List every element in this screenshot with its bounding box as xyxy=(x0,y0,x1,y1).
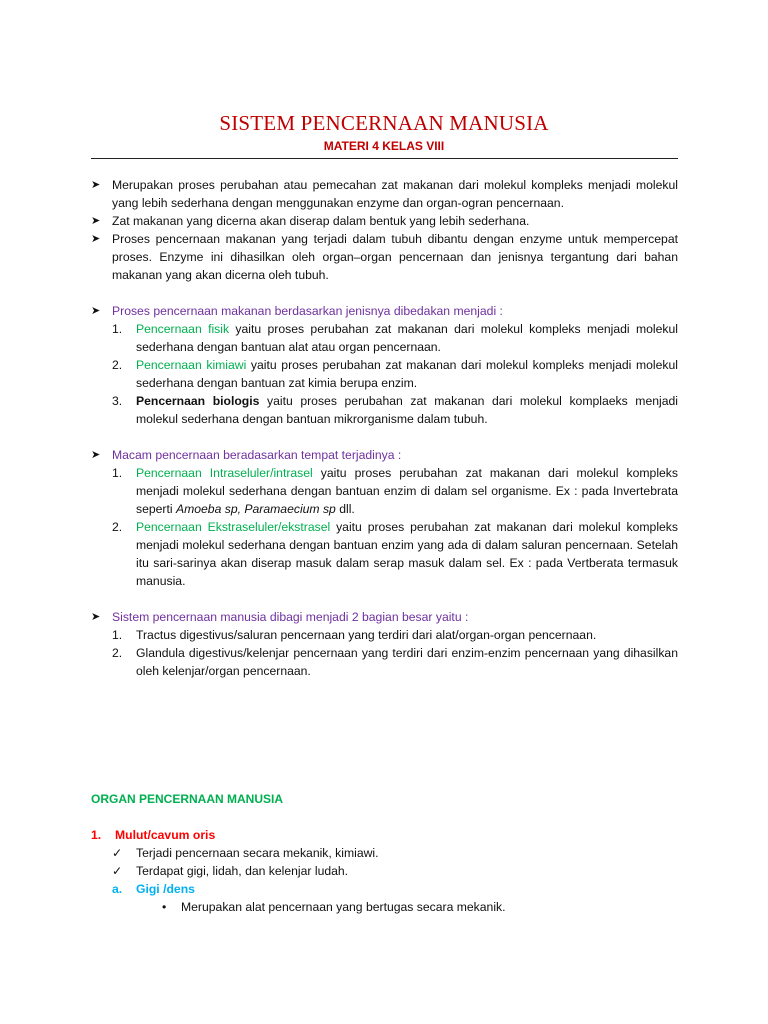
arrow-bullet-icon: ➤ xyxy=(91,215,101,227)
list-item xyxy=(112,392,678,428)
checkmark-icon: ✓ xyxy=(112,864,123,878)
item-text: yaitu proses perubahan zat makanan dari molekul kompleks menjadi molekul sederhana dengan bantuan zat kimia berupa enzim. xyxy=(136,358,678,390)
item-number: 2. xyxy=(112,646,123,660)
item-text: Glandula digestivus/kelenjar pencernaan yang terdiri dari enzim-enzim pencernaan yang dihasilkan oleh kelenjar/organ pencernaan. xyxy=(136,646,678,678)
item-text: yaitu proses perubahan zat makanan dari molekul kompleks menjadi molekul sederhana dengan bantuan enzim yang ada di dalam saluran pencernaan. Setelah itu sari-sarinya akan diserap masuk dalam serap masuk dalam sel. Ex : pada Vertberata termasuk manusia. xyxy=(136,520,678,588)
term: Pencernaan fisik xyxy=(136,322,230,336)
item-text: yaitu proses perubahan zat makanan dari molekul kompleks menjadi molekul sederhana dengan bantuan alat atau organ pencernaan. xyxy=(136,322,678,354)
example-italic: Amoeba sp, Paramaecium sp xyxy=(175,502,336,516)
item-text: yaitu proses perubahan zat makanan dari molekul kompleks menjadi molekul sederhana dengan bantuan enzim di dalam sel organisme. Ex : pada Invertebrata seperti xyxy=(136,466,678,516)
item-number: 1. xyxy=(112,628,123,642)
page-subtitle: MATERI 4 KELAS VIII xyxy=(323,139,445,153)
section-heading-text: Macam pencernaan beradasarkan tempat terjadinya : xyxy=(112,448,402,462)
section-heading-text: Proses pencernaan makanan berdasarkan jenisnya dibedakan menjadi : xyxy=(112,304,503,318)
arrow-bullet-icon: ➤ xyxy=(91,611,101,623)
section-heading xyxy=(91,608,678,626)
item-text: Tractus digestivus/saluran pencernaan yang terdiri dari alat/organ-organ pencernaan. xyxy=(136,628,597,642)
item-tail: dll. xyxy=(335,502,355,516)
list-item xyxy=(112,464,678,518)
list-item xyxy=(112,356,678,392)
item-number: 1. xyxy=(91,828,102,842)
item-number: 1. xyxy=(112,466,123,480)
check-text: Terdapat gigi, lidah, dan kelenjar ludah. xyxy=(136,864,349,878)
item-number: 2. xyxy=(112,520,123,534)
arrow-bullet-icon: ➤ xyxy=(91,179,101,191)
arrow-bullet-icon: ➤ xyxy=(91,449,101,461)
list-item xyxy=(112,644,678,680)
organ-heading: ORGAN PENCERNAAN MANUSIA xyxy=(91,792,284,806)
check-text: Terjadi pencernaan secara mekanik, kimiawi. xyxy=(136,846,379,860)
checkmark-icon: ✓ xyxy=(112,846,123,860)
title-divider xyxy=(91,158,678,159)
list-item xyxy=(112,626,678,644)
section-heading xyxy=(91,302,678,320)
sub-item-title xyxy=(112,880,678,898)
check-item xyxy=(112,844,678,862)
main-content xyxy=(91,176,678,680)
term: Pencernaan Ekstraseluler/ekstrasel xyxy=(136,520,331,534)
organ-section xyxy=(91,790,678,916)
organ-title-text: Mulut/cavum oris xyxy=(115,828,216,842)
arrow-bullet-icon: ➤ xyxy=(91,305,101,317)
bullet-text: Proses pencernaan makanan yang terjadi dalam tubuh dibantu dengan enzyme untuk mempercepat proses. Enzyme ini dihasilkan oleh organ–organ pencernaan dan jenisnya tergantung dari bahan makanan yang akan dicerna oleh tubuh. xyxy=(112,232,678,282)
list-item xyxy=(112,320,678,356)
bullet-item xyxy=(91,212,678,230)
term: Pencernaan Intraseluler/intrasel xyxy=(136,466,313,480)
item-text: yaitu proses perubahan zat makanan dari molekul komplaeks menjadi molekul sederhana dengan bantuan mikrorganisme dalam tubuh. xyxy=(136,394,678,426)
item-number: 3. xyxy=(112,394,123,408)
item-number: 2. xyxy=(112,358,123,372)
list-item xyxy=(112,518,678,590)
dot-text: Merupakan alat pencernaan yang bertugas secara mekanik. xyxy=(181,900,506,914)
arrow-bullet-icon: ➤ xyxy=(91,233,101,245)
sub-letter: a. xyxy=(112,882,123,896)
page-title: SISTEM PENCERNAAN MANUSIA xyxy=(219,111,549,135)
dot-item xyxy=(162,898,678,916)
term: Pencernaan biologis xyxy=(136,394,260,408)
organ-item-title xyxy=(91,826,678,844)
sub-title-text: Gigi /dens xyxy=(136,882,195,896)
section-heading xyxy=(91,446,678,464)
bullet-text: Merupakan proses perubahan atau pemecahan zat makanan dari molekul kompleks menjadi molekul yang lebih sederhana dengan menggunakan enzyme dan organ-ogran pencernaan. xyxy=(112,178,678,210)
item-number: 1. xyxy=(112,322,123,336)
dot-bullet-icon: • xyxy=(162,900,167,914)
section-heading-text: Sistem pencernaan manusia dibagi menjadi 2 bagian besar yaitu : xyxy=(112,610,469,624)
bullet-item xyxy=(91,176,678,212)
bullet-item xyxy=(91,230,678,284)
bullet-text: Zat makanan yang dicerna akan diserap dalam bentuk yang lebih sederhana. xyxy=(112,214,530,228)
term: Pencernaan kimiawi xyxy=(136,358,247,372)
check-item xyxy=(112,862,678,880)
